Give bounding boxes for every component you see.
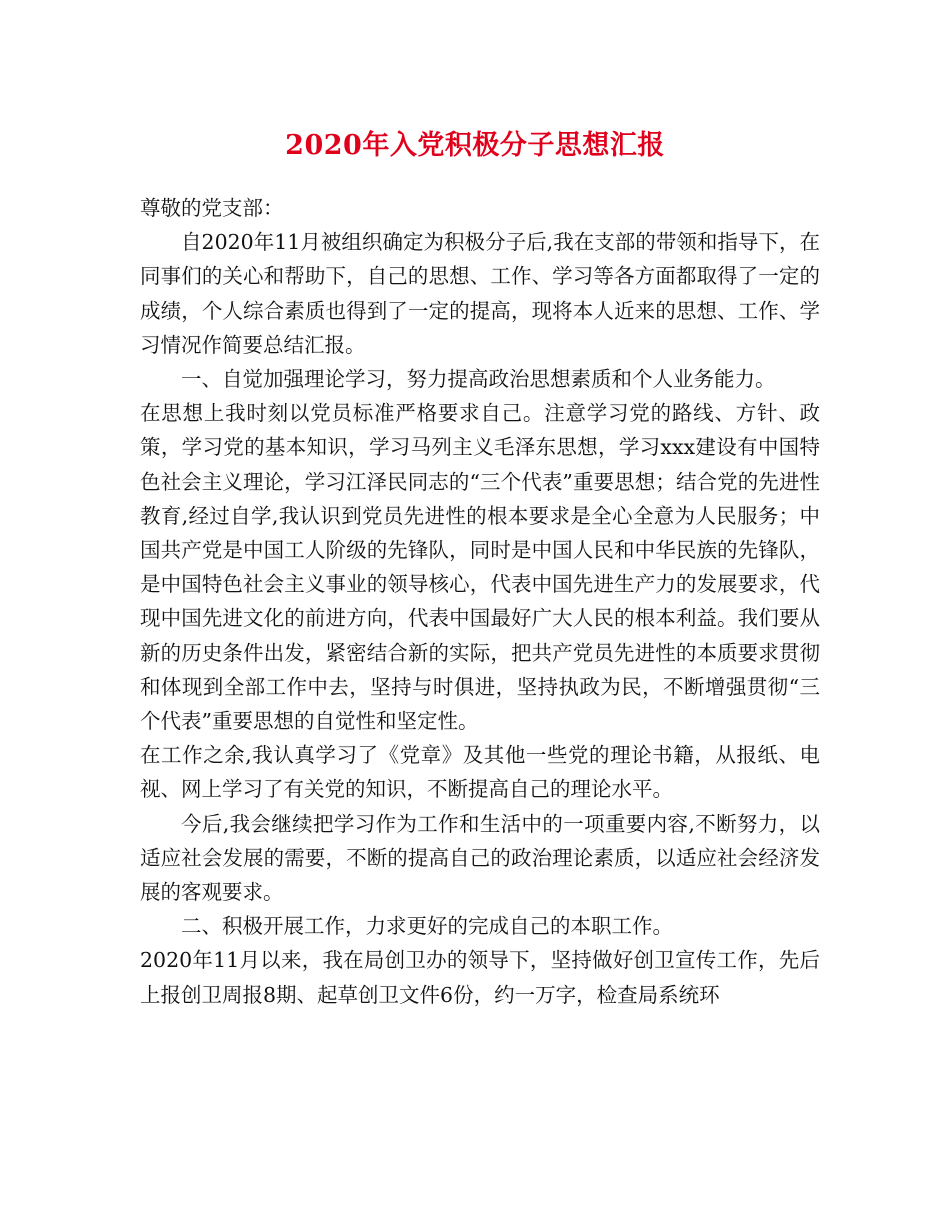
paragraph: 自2020年11月被组织确定为积极分子后,我在支部的带领和指导下，在同事们的关心和帮助下，自己的思想、工作、学习等各方面都取得了一定的成绩，个人综合素质也得到了一定的提高，现将本人近来的思想、工作、学习情况作简要总结汇报。 (140, 230, 820, 357)
document-body (140, 191, 820, 1012)
paragraph: 在思想上我时刻以党员标准严格要求自己。注意学习党的路线、方针、政策，学习党的基本知识，学习马列主义毛泽东思想，学习xxx建设有中国特色社会主义理论，学习江泽民同志的“三个代表”重要思想；结合党的先进性教育,经过自学,我认识到党员先进性的根本要求是全心全意为人民服务；中国共产党是中国工人阶级的先锋队，同时是中国人民和中华民族的先锋队，是中国特色社会主义事业的领导核心，代表中国先进生产力的发展要求，代现中国先进文化的前进方向，代表中国最好广大人民的根本利益。我们要从新的历史条件出发，紧密结合新的实际，把共产党员先进性的本质要求贯彻和体现到全部工作中去，坚持与时俱进，坚持执政为民，不断增强贯彻“三个代表”重要思想的自觉性和坚定性。 (140, 401, 820, 734)
paragraph: 今后,我会继续把学习作为工作和生活中的一项重要内容,不断努力，以适应社会发展的需要，不断的提高自己的政治理论素质，以适应社会经济发展的客观要求。 (140, 811, 820, 905)
paragraph: 2020年11月以来，我在局创卫办的领导下，坚持做好创卫宣传工作，先后上报创卫周报8期、起草创卫文件6份，约一万字，检查局系统环 (140, 948, 820, 1007)
salutation: 尊敬的党支部： (140, 196, 284, 220)
document-title: 2020年入党积极分子思想汇报 (285, 130, 665, 161)
section-heading-2: 二、积极开展工作，力求更好的完成自己的本职工作。 (181, 914, 673, 939)
paragraph: 在工作之余,我认真学习了《党章》及其他一些党的理论书籍，从报纸、电视、网上学习了有关党的知识，不断提高自己的理论水平。 (140, 743, 820, 802)
section-heading-1: 一、自觉加强理论学习，努力提高政治思想素质和个人业务能力。 (181, 367, 776, 392)
